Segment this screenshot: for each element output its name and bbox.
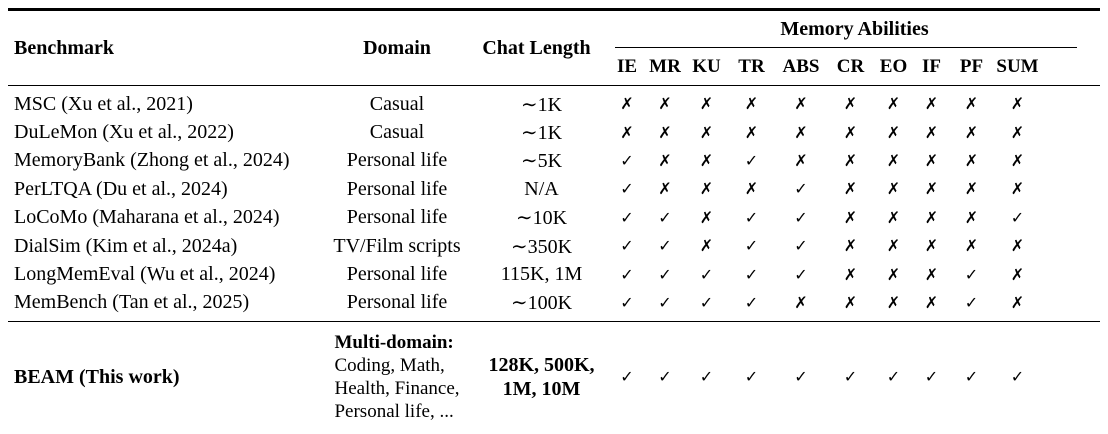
cross-icon: ✗	[1010, 236, 1025, 256]
table-body	[8, 86, 1100, 434]
chat-length-cell	[464, 205, 609, 230]
chat-length-line: ∼5K	[520, 150, 563, 173]
cross-icon: ✗	[924, 207, 939, 227]
chat-length-cell	[464, 92, 609, 117]
ability-column-header-sum: SUM	[996, 55, 1039, 77]
cross-icon: ✗	[794, 122, 808, 142]
check-icon: ✓	[699, 264, 714, 284]
check-icon: ✓	[658, 264, 672, 284]
domain-cell	[330, 331, 464, 423]
cross-icon: ✗	[699, 150, 714, 170]
check-icon: ✓	[620, 264, 634, 284]
check-icon: ✓	[744, 367, 759, 387]
cross-icon: ✗	[1010, 122, 1025, 142]
cross-icon: ✗	[843, 122, 858, 142]
cross-icon: ✗	[886, 236, 901, 256]
domain-line: Coding, Math,	[334, 355, 445, 377]
cross-icon: ✗	[699, 207, 714, 227]
domain-cell: Personal life	[346, 149, 448, 172]
check-icon: ✓	[620, 236, 634, 256]
check-icon: ✓	[620, 207, 634, 227]
cross-icon: ✗	[843, 236, 858, 256]
check-icon: ✓	[620, 150, 634, 170]
column-group-header-memory-abilities: Memory Abilities	[609, 11, 1100, 48]
cross-icon: ✗	[924, 264, 939, 284]
benchmark-cell: MemBench (Tan et al., 2025)	[14, 291, 250, 314]
chat-length-cell	[464, 263, 609, 286]
check-icon: ✓	[699, 367, 714, 387]
check-icon: ✓	[794, 264, 808, 284]
chat-length-line: ∼1K	[520, 93, 563, 116]
ability-column-header-mr: MR	[649, 55, 681, 77]
column-header-domain: Domain	[363, 36, 431, 59]
table-row	[8, 289, 1100, 317]
check-icon: ✓	[964, 367, 979, 387]
check-icon: ✓	[744, 264, 759, 284]
column-header-benchmark: Benchmark	[14, 36, 114, 59]
benchmark-cell: LoCoMo (Maharana et al., 2024)	[14, 206, 280, 229]
ability-column-header-eo: EO	[879, 55, 908, 77]
check-icon: ✓	[744, 236, 759, 256]
chat-length-line: N/A	[524, 177, 559, 200]
cross-icon: ✗	[843, 179, 858, 199]
check-icon: ✓	[1010, 367, 1025, 387]
benchmark-cell: BEAM (This work)	[14, 365, 180, 388]
cross-icon: ✗	[964, 207, 979, 227]
cross-icon: ✗	[794, 94, 808, 114]
cross-icon: ✗	[658, 150, 672, 170]
cross-icon: ✗	[658, 94, 672, 114]
chat-length-line: ∼350K	[510, 235, 573, 258]
chat-length-cell	[464, 120, 609, 145]
check-icon: ✓	[1010, 207, 1025, 227]
chat-length-cell	[464, 234, 609, 259]
cross-icon: ✗	[1010, 179, 1025, 199]
table-row	[8, 147, 1100, 175]
domain-cell: Personal life	[346, 177, 448, 200]
cross-icon: ✗	[843, 150, 858, 170]
cross-icon: ✗	[658, 179, 672, 199]
benchmark-cell: LongMemEval (Wu et al., 2024)	[14, 263, 276, 286]
cross-icon: ✗	[1010, 292, 1025, 312]
ability-column-header-if: IF	[922, 55, 941, 77]
table-row	[8, 260, 1100, 288]
benchmark-comparison-table	[8, 8, 1100, 434]
domain-cell: Personal life	[346, 291, 448, 314]
cross-icon: ✗	[620, 94, 634, 114]
cross-icon: ✗	[964, 94, 979, 114]
check-icon: ✓	[794, 179, 808, 199]
check-icon: ✓	[964, 292, 979, 312]
chat-length-line: 128K, 500K,	[488, 354, 595, 377]
cross-icon: ✗	[843, 264, 858, 284]
domain-heading: Multi-domain:	[334, 332, 454, 354]
chat-length-line: 1M, 10M	[502, 378, 581, 401]
cross-icon: ✗	[886, 264, 901, 284]
check-icon: ✓	[658, 367, 672, 387]
check-icon: ✓	[620, 367, 634, 387]
chat-length-line: ∼10K	[515, 207, 568, 230]
chat-length-line: ∼1K	[520, 122, 563, 145]
domain-cell: Personal life	[346, 206, 448, 229]
chat-length-line: ∼100K	[510, 292, 573, 315]
benchmark-cell: DuLeMon (Xu et al., 2022)	[14, 121, 234, 144]
benchmark-cell: MSC (Xu et al., 2021)	[14, 92, 193, 115]
benchmark-rows	[8, 86, 1100, 321]
check-icon: ✓	[794, 207, 808, 227]
benchmark-cell: PerLTQA (Du et al., 2024)	[14, 177, 228, 200]
check-icon: ✓	[794, 367, 808, 387]
domain-line: Health, Finance,	[334, 378, 460, 400]
chat-length-cell	[464, 353, 609, 401]
check-icon: ✓	[964, 264, 979, 284]
table-row-beam	[8, 321, 1100, 434]
domain-cell: Casual	[369, 121, 425, 144]
ability-column-header-tr: TR	[738, 55, 765, 77]
table-row	[8, 175, 1100, 203]
check-icon: ✓	[843, 367, 858, 387]
cross-icon: ✗	[744, 94, 759, 114]
chat-length-cell	[464, 148, 609, 173]
ability-column-header-abs: ABS	[782, 55, 820, 77]
cross-icon: ✗	[924, 94, 939, 114]
table-row	[8, 204, 1100, 232]
check-icon: ✓	[658, 292, 672, 312]
cross-icon: ✗	[964, 150, 979, 170]
cross-icon: ✗	[699, 179, 714, 199]
cross-icon: ✗	[924, 236, 939, 256]
cross-icon: ✗	[964, 122, 979, 142]
cross-icon: ✗	[699, 94, 714, 114]
cross-icon: ✗	[794, 150, 808, 170]
domain-cell: Casual	[369, 92, 425, 115]
cross-icon: ✗	[886, 292, 901, 312]
check-icon: ✓	[886, 367, 901, 387]
cross-icon: ✗	[699, 122, 714, 142]
cross-icon: ✗	[886, 207, 901, 227]
ability-column-header-pf: PF	[959, 55, 984, 77]
cross-icon: ✗	[620, 122, 634, 142]
ability-column-header-ie: IE	[616, 55, 638, 77]
cross-icon: ✗	[886, 150, 901, 170]
cross-icon: ✗	[886, 179, 901, 199]
cross-icon: ✗	[658, 122, 672, 142]
cross-icon: ✗	[1010, 150, 1025, 170]
cross-icon: ✗	[794, 292, 808, 312]
table-row	[8, 232, 1100, 260]
cross-icon: ✗	[924, 179, 939, 199]
benchmark-cell: DialSim (Kim et al., 2024a)	[14, 234, 238, 257]
chat-length-cell	[464, 290, 609, 315]
cross-icon: ✗	[924, 292, 939, 312]
check-icon: ✓	[620, 292, 634, 312]
cross-icon: ✗	[924, 122, 939, 142]
cross-icon: ✗	[744, 179, 759, 199]
check-icon: ✓	[794, 236, 808, 256]
cross-icon: ✗	[964, 179, 979, 199]
cross-icon: ✗	[744, 122, 759, 142]
cross-icon: ✗	[843, 207, 858, 227]
cross-icon: ✗	[699, 236, 714, 256]
table-header	[8, 11, 1100, 86]
domain-cell: Personal life	[346, 263, 448, 286]
domain-line: Personal life, ...	[334, 401, 454, 423]
cross-icon: ✗	[843, 94, 858, 114]
check-icon: ✓	[744, 292, 759, 312]
domain-cell: TV/Film scripts	[333, 234, 461, 257]
cross-icon: ✗	[964, 236, 979, 256]
table-row	[8, 118, 1100, 146]
cross-icon: ✗	[1010, 264, 1025, 284]
domain-multiline-block	[334, 331, 459, 423]
chat-length-cell	[464, 178, 609, 201]
column-header-chat-length: Chat Length	[482, 36, 591, 59]
check-icon: ✓	[744, 207, 759, 227]
check-icon: ✓	[699, 292, 714, 312]
cross-icon: ✗	[886, 94, 901, 114]
cross-icon: ✗	[843, 292, 858, 312]
check-icon: ✓	[658, 207, 672, 227]
ability-column-header-cr: CR	[836, 55, 865, 77]
chat-length-line: 115K, 1M	[500, 263, 583, 286]
table-row	[8, 90, 1100, 118]
check-icon: ✓	[658, 236, 672, 256]
check-icon: ✓	[620, 179, 634, 199]
cross-icon: ✗	[924, 150, 939, 170]
check-icon: ✓	[924, 367, 939, 387]
ability-column-header-ku: KU	[692, 55, 721, 77]
cross-icon: ✗	[1010, 94, 1025, 114]
benchmark-cell: MemoryBank (Zhong et al., 2024)	[14, 149, 290, 172]
check-icon: ✓	[744, 150, 759, 170]
cross-icon: ✗	[886, 122, 901, 142]
